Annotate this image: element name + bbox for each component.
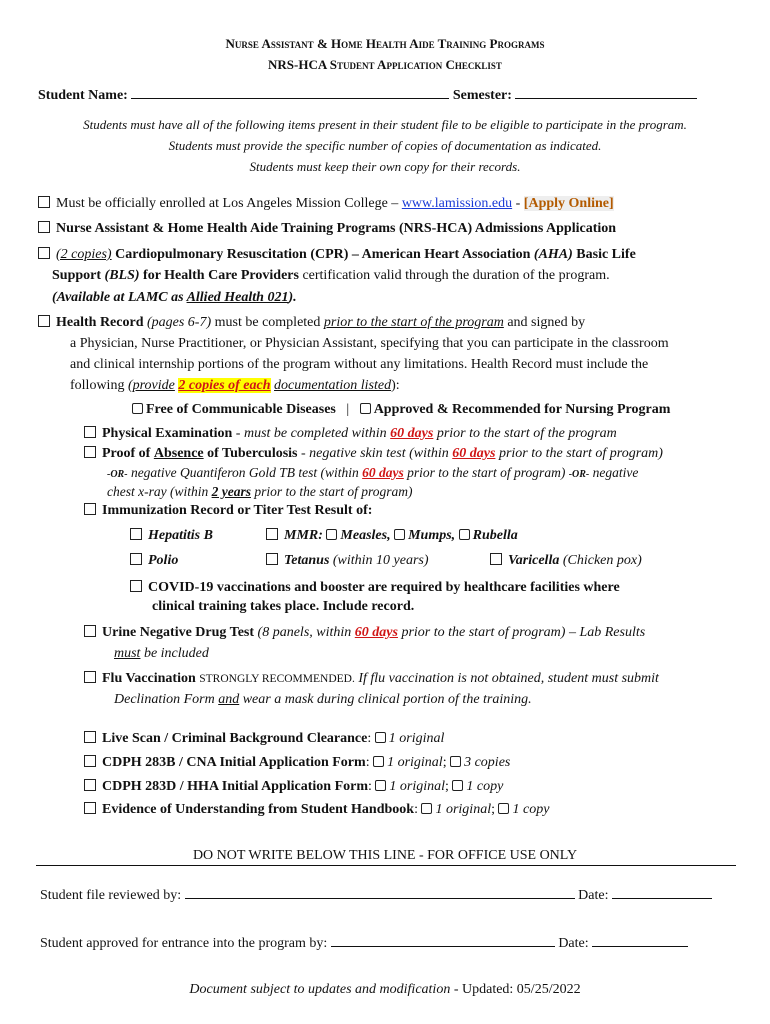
reviewed-date-label: Date:: [578, 888, 609, 903]
semester-field[interactable]: [515, 98, 697, 99]
office-divider: [36, 865, 736, 866]
flu-t3: wear a mask during clinical portion of the training.: [242, 692, 532, 707]
tb-t7: prior to the start of program): [254, 484, 413, 499]
checkbox-cdph283d-copy[interactable]: [452, 780, 463, 791]
flu-and: and: [218, 692, 240, 707]
checkbox-livescan-original[interactable]: [375, 732, 386, 743]
cdph283d-colon: :: [368, 779, 372, 794]
health-line4-end: ):: [391, 378, 400, 393]
checkbox-handbook-original[interactable]: [421, 803, 432, 814]
checkbox-tb[interactable]: [84, 446, 96, 458]
physical-t2: prior to the start of the program: [436, 426, 617, 441]
cpr-available: (Available at LAMC as: [52, 290, 184, 305]
tb-line3: [107, 484, 413, 500]
checkbox-cpr[interactable]: [38, 247, 50, 259]
cdph283b-original: 1 original: [387, 755, 443, 770]
immun-varicella: [490, 553, 642, 569]
cpr-line3: [52, 290, 297, 306]
covid-line2: clinical training takes place. Include record.: [152, 599, 415, 614]
doc-title: Nurse Assistant & Home Health Aide Training Programs: [225, 36, 545, 51]
immun-mmr: [266, 528, 518, 544]
checkbox-polio[interactable]: [130, 553, 142, 565]
checklist-item-cdph283b: CDPH 283B / CNA Initial Application Form: 1 original; 3 copies: [84, 755, 510, 771]
drug-days: 60 days: [354, 625, 398, 640]
footer-note: Document subject to updates and modification: [189, 982, 451, 997]
tetanus-note: (within 10 years): [332, 553, 429, 568]
cpr-title: Cardiopulmonary Resuscitation (CPR) – American Heart Association: [115, 247, 531, 262]
mumps-label: Mumps,: [408, 528, 456, 543]
cdph283d-copy: 1 copy: [466, 779, 504, 794]
footer: [0, 982, 770, 998]
tb-t2: prior to the start of program): [498, 446, 663, 461]
handbook-label: Evidence of Understanding from Student Handbook: [102, 802, 415, 817]
reviewed-label: Student file reviewed by:: [40, 888, 182, 903]
instruction-line: Students must have all of the following items present in their student file to be eligible to participate in the program.: [83, 117, 687, 132]
varicella-note: (Chicken pox): [562, 553, 642, 568]
checklist-item-cdph283d: CDPH 283D / HHA Initial Application Form: 1 original; 1 copy: [84, 779, 503, 795]
checkbox-cdph283b-copies[interactable]: [450, 756, 461, 767]
doc-subtitle: NRS-HCA Student Application Checklist: [268, 57, 502, 72]
checklist-item-application: [38, 221, 616, 237]
health-t2: and signed by: [507, 315, 586, 330]
mmr-label: MMR:: [284, 528, 323, 543]
health-line4: [70, 378, 400, 394]
health-line3: and clinical internship portions of the program without any limitations. Health Record must include the: [70, 357, 649, 372]
checklist-item-tb: [84, 446, 663, 462]
drug-t1: (8 panels, within: [257, 625, 352, 640]
tb-years: 2 years: [211, 484, 251, 499]
immun-tetanus: [266, 553, 429, 569]
cdph283b-label: CDPH 283B / CNA Initial Application Form: [102, 755, 366, 770]
cdph283b-copies: 3 copies: [464, 755, 511, 770]
health-line2: a Physician, Nurse Practitioner, or Physician Assistant, specifying that you can participate in the classroom: [70, 336, 669, 351]
cpr-aha: (AHA): [533, 247, 573, 262]
approved-date-field[interactable]: [592, 946, 688, 947]
checkbox-handbook-copy[interactable]: [498, 803, 509, 814]
health-doc: documentation listed: [274, 378, 392, 393]
immun-hepb: [130, 528, 213, 544]
checkbox-approved-nursing[interactable]: [360, 403, 371, 414]
handbook-copy: 1 copy: [512, 802, 550, 817]
tb-t3: negative Quantiferon Gold TB test (within: [130, 465, 359, 480]
health-copies: 2 copies of each: [178, 378, 271, 393]
cpr-providers: for Health Care Providers: [143, 268, 299, 283]
approved-row: [40, 936, 688, 952]
immun-covid: [130, 580, 620, 596]
checkbox-flu[interactable]: [84, 671, 96, 683]
health-provide: (provide: [127, 378, 175, 393]
health-label: Health Record: [56, 315, 144, 330]
checkbox-varicella[interactable]: [490, 553, 502, 565]
polio-label: Polio: [148, 553, 179, 568]
checkbox-measles[interactable]: [326, 529, 337, 540]
flu-strong: STRONGLY RECOMMENDED.: [199, 673, 355, 685]
cdph283d-label: CDPH 283D / HHA Initial Application Form: [102, 779, 369, 794]
student-row: [38, 88, 697, 104]
cpr-validity: certification valid through the duration of the program.: [302, 268, 610, 283]
handbook-original: 1 original: [435, 802, 492, 817]
lamission-link[interactable]: www.lamission.edu: [401, 196, 513, 211]
approved-field[interactable]: [331, 946, 555, 947]
health-pages: (pages 6-7): [146, 315, 212, 330]
tb-t1: - negative skin test (within: [301, 446, 449, 461]
tb-of: of Tuberculosis: [207, 446, 298, 461]
footer-updated: - Updated: 05/25/2022: [453, 982, 581, 997]
checkbox-cdph283d-original[interactable]: [375, 780, 386, 791]
semester-label: Semester:: [452, 88, 512, 103]
flu-t1: If flu vaccination is not obtained, student must submit: [358, 671, 659, 686]
checklist-item-flu: [84, 671, 659, 687]
immunization-label: Immunization Record or Titer Test Result of:: [102, 503, 373, 518]
flu-line2: [114, 692, 532, 708]
free-communicable-label: Free of Communicable Diseases: [146, 402, 336, 417]
checkbox-hepb[interactable]: [130, 528, 142, 540]
health-sep: |: [346, 402, 350, 417]
drug-line2: [114, 646, 209, 662]
tb-absence: Absence: [153, 446, 204, 461]
cpr-bls: (BLS): [104, 268, 140, 283]
checkbox-cdph283b[interactable]: [84, 755, 96, 767]
checkbox-covid[interactable]: [130, 580, 142, 592]
tb-t6: chest x-ray (within: [107, 484, 209, 499]
drug-label: Urine Negative Drug Test: [102, 625, 255, 640]
health-prior: prior to the start of the program: [323, 315, 504, 330]
varicella-label: Varicella: [508, 553, 560, 568]
checkbox-physical[interactable]: [84, 426, 96, 438]
checkbox-rubella[interactable]: [459, 529, 470, 540]
drug-must: must: [114, 646, 141, 661]
checklist-item-health: [38, 315, 585, 331]
physical-t1: - must be completed within: [235, 426, 387, 441]
checklist-item-handbook: Evidence of Understanding from Student Handbook: 1 original; 1 copy: [84, 802, 549, 818]
tb-days: 60 days: [452, 446, 496, 461]
drug-t2: prior to the start of program) – Lab Results: [401, 625, 646, 640]
cpr-copies: (2 copies): [56, 247, 112, 262]
physical-label: Physical Examination: [102, 426, 233, 441]
checklist-item-enroll: [38, 196, 614, 212]
flu-t2: Declination Form: [114, 692, 215, 707]
tb-line2: [107, 465, 638, 481]
health-t1: must be completed: [214, 315, 321, 330]
checkbox-mumps[interactable]: [394, 529, 405, 540]
checkbox-drug[interactable]: [84, 625, 96, 637]
checkbox-tetanus[interactable]: [266, 553, 278, 565]
tb-t5: negative: [592, 465, 639, 480]
cdph283b-colon: :: [365, 755, 370, 770]
checklist-item-drug: [84, 625, 645, 641]
health-options: [132, 402, 670, 418]
checklist-item-physical: [84, 426, 617, 442]
checkbox-enroll[interactable]: [38, 196, 50, 208]
checkbox-cdph283b-original[interactable]: [373, 756, 384, 767]
approved-nursing-label: Approved & Recommended for Nursing Program: [373, 402, 671, 417]
rubella-label: Rubella: [472, 528, 518, 543]
checklist-item-immunization: [84, 503, 372, 519]
enroll-sep: -: [515, 196, 521, 211]
approved-label: Student approved for entrance into the program by:: [40, 936, 328, 951]
drug-t3: be included: [143, 646, 209, 661]
livescan-colon: :: [367, 731, 372, 746]
cpr-available-end: ).: [288, 290, 297, 305]
reviewed-date-field[interactable]: [612, 898, 712, 899]
tb-t4: prior to the start of program): [407, 465, 566, 480]
application-text: Nurse Assistant & Home Health Aide Training Programs (NRS-HCA) Admissions Application: [56, 221, 617, 236]
checklist-item-cpr: [38, 247, 636, 263]
checkbox-mmr[interactable]: [266, 528, 278, 540]
livescan-label: Live Scan / Criminal Background Clearance: [102, 731, 368, 746]
tb-proof: Proof of: [102, 446, 151, 461]
checkbox-immunization[interactable]: [84, 503, 96, 515]
cpr-basic-life: Basic Life: [576, 247, 636, 262]
checkbox-health[interactable]: [38, 315, 50, 327]
enroll-text: Must be officially enrolled at Los Angeles Mission College –: [56, 196, 399, 211]
checkbox-handbook[interactable]: [84, 802, 96, 814]
physical-days: 60 days: [390, 426, 434, 441]
reviewed-field[interactable]: [185, 898, 575, 899]
handbook-colon: :: [414, 802, 418, 817]
checkbox-application[interactable]: [38, 221, 50, 233]
apply-online-link[interactable]: [Apply Online]: [523, 196, 614, 211]
cpr-allied-health: Allied Health 021: [186, 290, 289, 305]
immun-polio: [130, 553, 178, 569]
cpr-support: Support: [52, 268, 102, 283]
cpr-line2: [52, 268, 610, 284]
student-name-field[interactable]: [131, 98, 449, 99]
tb-or2: -OR-: [568, 469, 590, 480]
instruction-line: Students must keep their own copy for their records.: [249, 159, 521, 174]
tb-days2: 60 days: [362, 465, 404, 480]
health-following: following: [70, 378, 125, 393]
flu-label: Flu Vaccination: [102, 671, 196, 686]
checklist-item-livescan: [84, 731, 444, 747]
checkbox-cdph283d[interactable]: [84, 779, 96, 791]
hepb-label: Hepatitis B: [148, 528, 213, 543]
covid-line1: COVID-19 vaccinations and booster are required by healthcare facilities where: [148, 580, 620, 595]
checkbox-livescan[interactable]: [84, 731, 96, 743]
cdph283d-original: 1 original: [389, 779, 446, 794]
approved-date-label: Date:: [558, 936, 589, 951]
instruction-line: Students must provide the specific number of copies of documentation as indicated.: [168, 138, 602, 153]
tetanus-label: Tetanus: [284, 553, 330, 568]
tb-or: -OR-: [107, 469, 128, 480]
livescan-original: 1 original: [388, 731, 445, 746]
reviewed-row: [40, 888, 712, 904]
checkbox-free-communicable[interactable]: [132, 403, 143, 414]
office-heading: DO NOT WRITE BELOW THIS LINE - FOR OFFICE USE ONLY: [192, 848, 578, 863]
student-name-label: Student Name:: [38, 88, 128, 103]
measles-label: Measles,: [340, 528, 391, 543]
